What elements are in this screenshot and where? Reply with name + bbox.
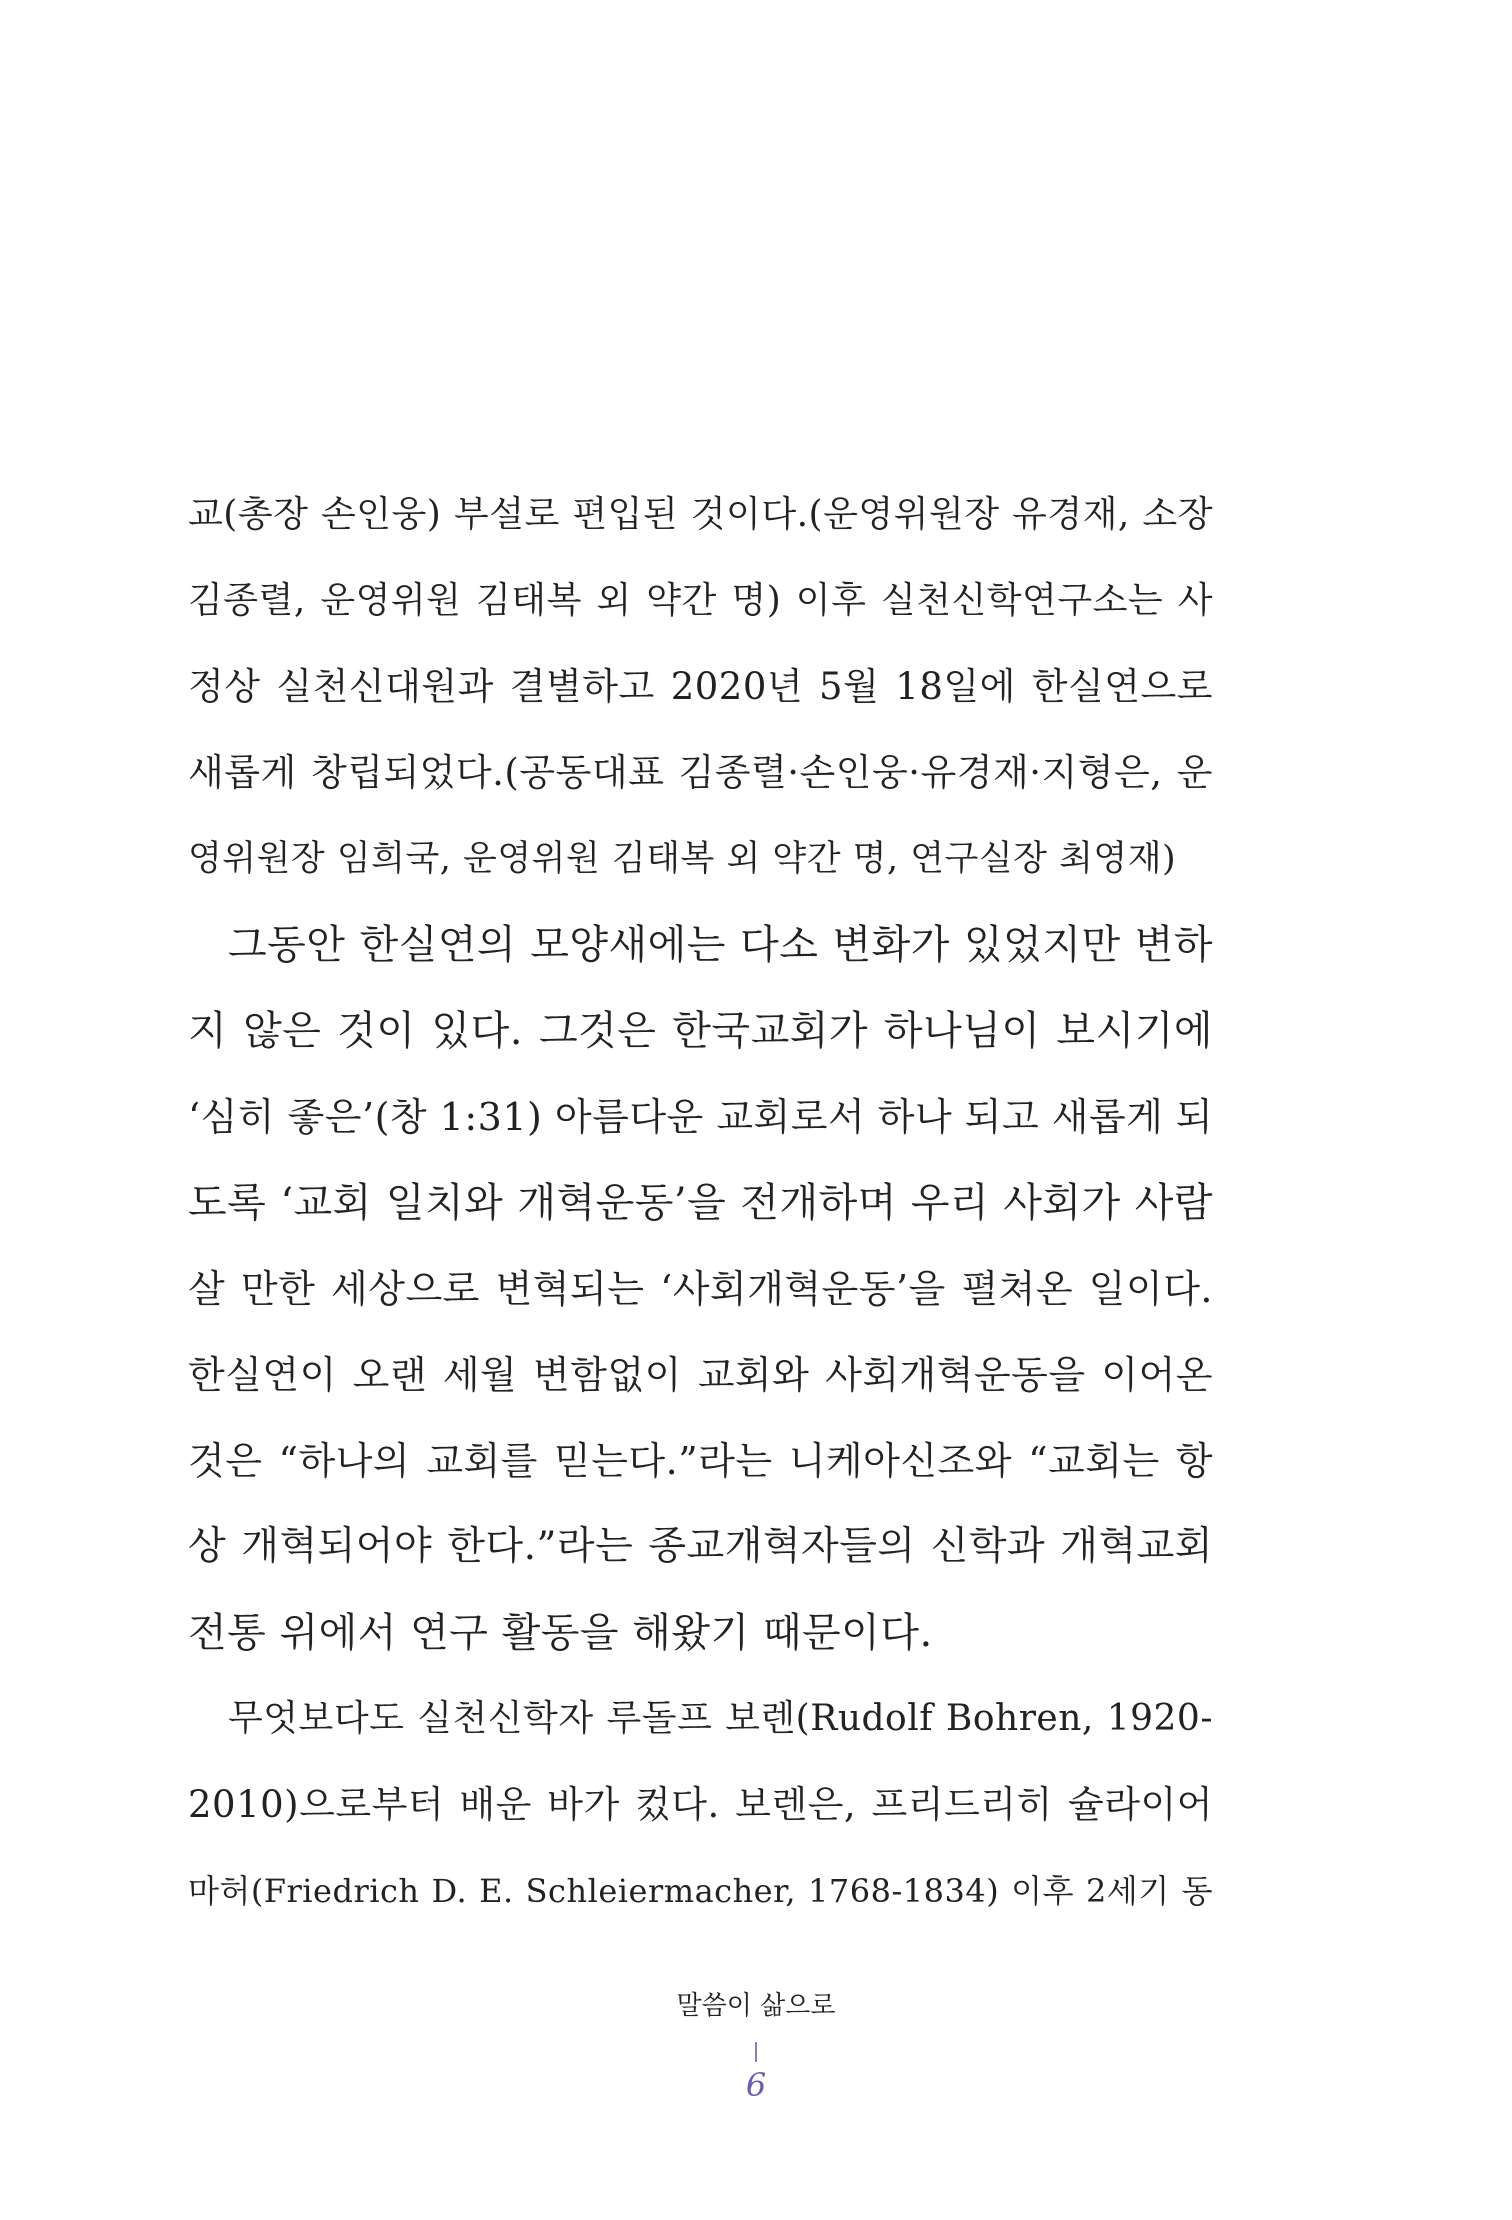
text-line: 무엇보다도 실천신학자 루돌프 보렌(Rudolf Bohren, 1920- [228, 1698, 1213, 1739]
text-line: 마허(Friedrich D. E. Schleiermacher, 1768-1834) 이후 2세기 동 [188, 1872, 1213, 1910]
text-line: 2010)으로부터 배운 바가 컸다. 보렌은, 프리드리히 슐라이어 [188, 1783, 1213, 1826]
text-line: 새롭게 창립되었다.(공동대표 김종렬·손인웅·유경재·지형은, 운 [188, 751, 1213, 794]
text-line: 교(총장 손인웅) 부설로 편입된 것이다.(운영위원장 유경재, 소장 [188, 494, 1213, 535]
text-line: 지 않은 것이 있다. 그것은 한국교회가 하나님이 보시기에 [188, 1008, 1213, 1054]
footer-book-title: 말씀이 삶으로 [676, 1991, 836, 2021]
text-line: 그동안 한실연의 모양새에는 다소 변화가 있었지만 변하 [228, 922, 1213, 968]
text-line: 전통 위에서 연구 활동을 해왔기 때문이다. [188, 1610, 933, 1656]
body-text [188, 472, 1213, 1934]
text-line: 영위원장 임희국, 운영위원 김태복 외 약간 명, 연구실장 최영재) [188, 839, 1177, 879]
page-number: 6 [745, 2066, 767, 2104]
text-line: 것은 “하나의 교회를 믿는다.”라는 니케아신조와 “교회는 항 [188, 1439, 1213, 1483]
text-line: ‘심히 좋은’(창 1:31) 아름다운 교회로서 하나 되고 새롭게 되 [188, 1095, 1214, 1139]
footer-separator [755, 2042, 757, 2062]
text-line: 상 개혁되어야 한다.”라는 종교개혁자들의 신학과 개혁교회 [188, 1524, 1213, 1569]
text-line: 정상 실천신대원과 결별하고 2020년 5월 18일에 한실연으로 [188, 665, 1213, 708]
text-line: 한실연이 오랜 세월 변함없이 교회와 사회개혁운동을 이어온 [188, 1353, 1213, 1397]
text-line: 살 만한 세상으로 변혁되는 ‘사회개혁운동’을 펼쳐온 일이다. [188, 1267, 1213, 1311]
text-line: 도록 ‘교회 일치와 개혁운동’을 전개하며 우리 사회가 사람 [188, 1180, 1213, 1226]
text-line: 김종렬, 운영위원 김태복 외 약간 명) 이후 실천신학연구소는 사 [188, 580, 1213, 621]
